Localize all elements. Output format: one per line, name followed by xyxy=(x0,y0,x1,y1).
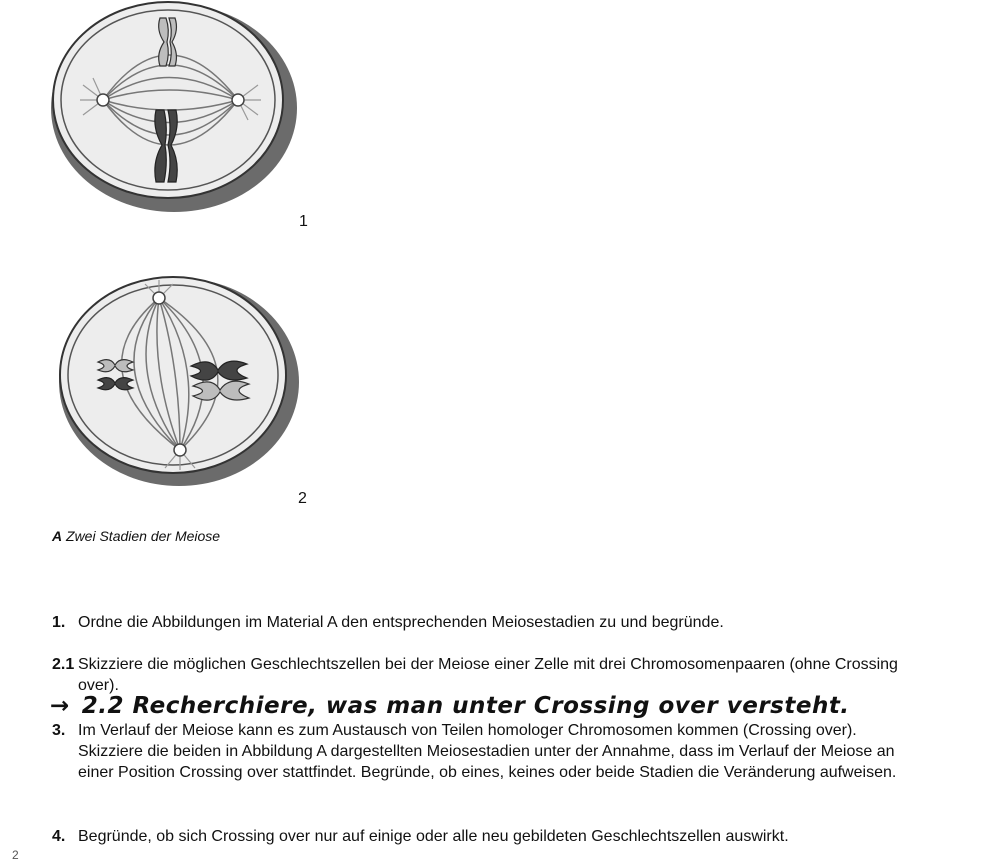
task-2-1-number: 2.1 xyxy=(52,656,75,673)
task-1-text: Ordne die Abbildungen im Material A den entsprechenden Meiosestadien zu und begründe. xyxy=(78,614,724,631)
task-4-number: 4. xyxy=(52,828,66,845)
figure-1-cell-illustration xyxy=(48,0,308,220)
metaphase-cell-icon xyxy=(48,0,308,220)
caption-text: Zwei Stadien der Meiose xyxy=(66,528,221,544)
page-mark: 2 xyxy=(12,848,19,862)
handwritten-note xyxy=(50,694,850,718)
arrow-icon: → xyxy=(50,693,70,719)
task-1-number: 1. xyxy=(52,614,66,631)
caption-letter: A xyxy=(52,528,63,544)
figure-caption xyxy=(52,528,220,544)
figure-2-cell-illustration xyxy=(55,270,305,495)
figure-2-label: 2 xyxy=(298,490,307,507)
task-4-text: Begründe, ob sich Crossing over nur auf einige oder alle neu gebildeten Geschlechtszellen auswirkt. xyxy=(78,828,789,845)
prophase-cell-icon xyxy=(55,270,305,495)
handwritten-note-text: 2.2 Recherchiere, was man unter Crossing over versteht. xyxy=(81,693,850,719)
task-3-text: Im Verlauf der Meiose kann es zum Austausch von Teilen homologer Chromosomen kommen (Crossing over). Skizziere die beiden in Abbildung A dargestellten Meiosestadien unter der Annahme, dass im Verlauf der Meiose an einer Position Crossing over stattfindet. Begründe, ob eines, keines oder beide Stadien die Veränderung aufweisen. xyxy=(78,722,897,781)
figure-1-label: 1 xyxy=(299,213,308,230)
task-3-number: 3. xyxy=(52,722,66,739)
task-2-1-text: Skizziere die möglichen Geschlechtszellen bei der Meiose einer Zelle mit drei Chromosomenpaaren (ohne Crossing over). xyxy=(78,656,898,694)
